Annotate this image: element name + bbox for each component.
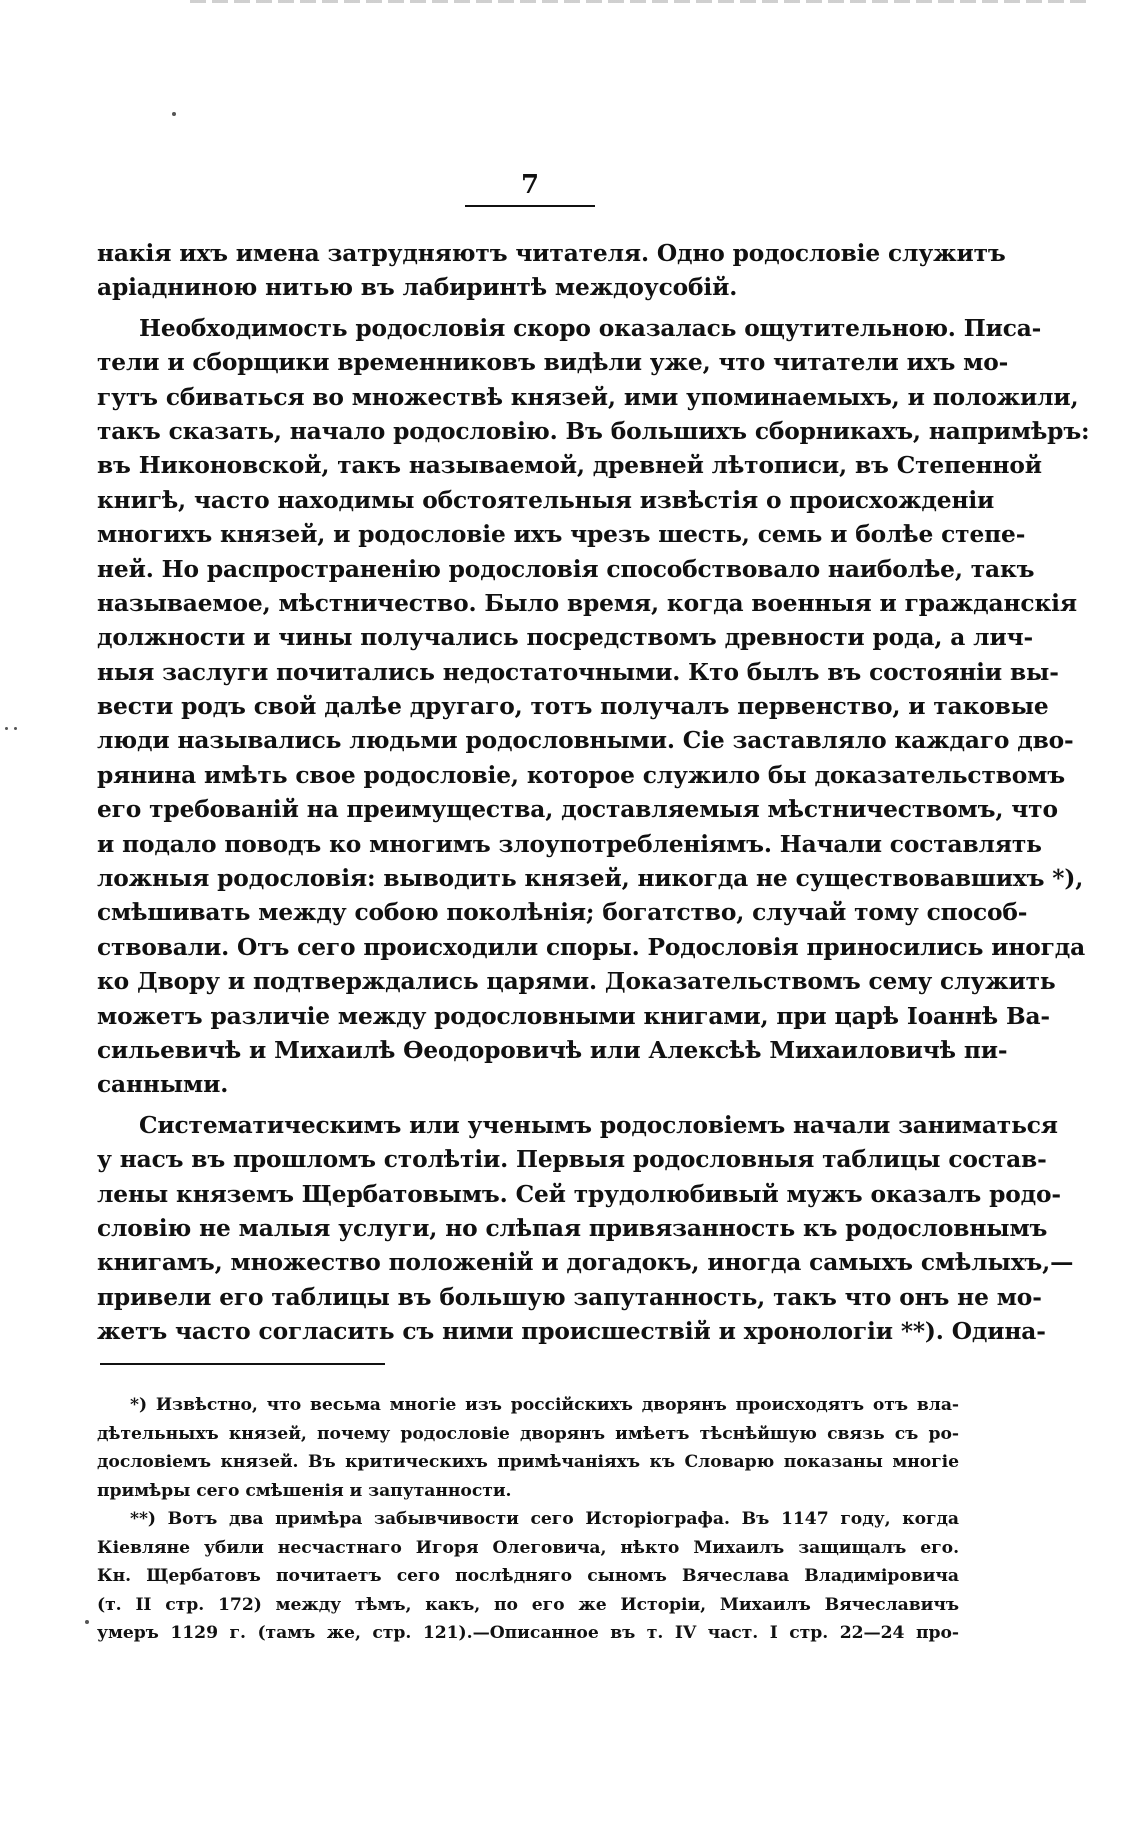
scan-speck <box>85 1620 89 1624</box>
text-line: вести родъ свой далѣе другаго, тотъ получалъ первенство, и таковые <box>97 693 1049 721</box>
text-line: словію не малыя услуги, но слѣпая привязанность къ родословнымъ <box>97 1214 1048 1242</box>
text-line: у насъ въ прошломъ столѣтіи. Первыя родословныя таблицы состав- <box>97 1146 1047 1174</box>
footnote-line: **) Вотъ два примѣра забывчивости сего Исторіографа. Въ 1147 году, когда <box>130 1509 959 1529</box>
text-line: ней. Но распространенію родословія способствовало наиболѣе, такъ <box>97 555 1035 583</box>
text-line: Необходимость родословія скоро оказалась ощутительною. Писа- <box>139 314 1042 342</box>
text-line: книгамъ, множество положеній и догадокъ, иногда самыхъ смѣлыхъ,— <box>97 1249 1074 1277</box>
footnote-line: (т. II стр. 172) между тѣмъ, какъ, по его же Исторіи, Михаилъ Вячеславичъ <box>97 1594 959 1615</box>
text-line: сильевичѣ и Михаилѣ Ѳеодоровичѣ или Алексѣѣ Михаиловичѣ пи- <box>97 1036 1008 1064</box>
text-line: рянина имѣть свое родословіе, которое служило бы доказательствомъ <box>97 761 1065 789</box>
text-line: смѣшивать между собою поколѣнія; богатство, случай тому способ- <box>97 899 1028 927</box>
text-line: накія ихъ имена затрудняютъ читателя. Одно родословіе служитъ <box>97 240 1006 267</box>
text-line: ко Двору и подтверждались царями. Доказательствомъ сему служить <box>97 968 1056 996</box>
text-line: книгѣ, часто находимы обстоятельныя извѣстія о происхожденіи <box>97 486 995 514</box>
scan-speck <box>5 727 8 730</box>
footnote-line: Кіевляне убили несчастнаго Игоря Олеговича, нѣкто Михаилъ защищалъ его. <box>97 1537 959 1558</box>
text-line: ствовали. Отъ сего происходили споры. Родословія приносились иногда <box>97 933 1086 961</box>
footnotes <box>97 1391 959 1648</box>
text-line: называемое, мѣстничество. Было время, когда военныя и гражданскія <box>97 589 1077 617</box>
text-line: такъ сказать, начало родословію. Въ большихъ сборникахъ, напримѣръ: <box>97 417 1090 445</box>
footnote-line: дословіемъ князей. Въ критическихъ примѣчаніяхъ къ Словарю показаны многіе <box>97 1452 959 1472</box>
footnote-line: умеръ 1129 г. (тамъ же, стр. 121).—Описанное въ т. IV част. I стр. 22—24 про- <box>97 1623 959 1643</box>
scan-speck <box>14 727 17 730</box>
text-line: лены княземъ Щербатовымъ. Сей трудолюбивый мужъ оказалъ родо- <box>97 1180 1061 1208</box>
text-line: санными. <box>97 1071 229 1099</box>
scan-top-edge <box>190 0 1090 3</box>
scan-speck <box>172 112 176 116</box>
text-line: ложныя родословія: выводить князей, никогда не существовавшихъ *), <box>97 865 1084 893</box>
text-line: и подало поводъ ко многимъ злоупотребленіямъ. Начали составлять <box>97 830 1042 858</box>
text-line: многихъ князей, и родословіе ихъ чрезъ шесть, семь и болѣе степе- <box>97 521 1026 549</box>
footnote-rule <box>100 1363 385 1365</box>
text-line: можетъ различіе между родословными книгами, при царѣ Іоаннѣ Ва- <box>97 1002 1050 1030</box>
text-line: гутъ сбиваться во множествѣ князей, ими упоминаемыхъ, и положили, <box>97 383 1079 411</box>
main-text <box>97 237 1090 1350</box>
footnote-line: Кн. Щербатовъ почитаетъ сего послѣдняго сыномъ Вячеслава Владиміровича <box>97 1566 959 1586</box>
text-line: въ Никоновской, такъ называемой, древней лѣтописи, въ Степенной <box>97 452 1042 480</box>
page-number-rule <box>465 205 595 207</box>
text-line: аріадниною нитью въ лабиринтѣ междоусобій. <box>97 274 738 302</box>
footnote-line: *) Извѣстно, что весьма многіе изъ россійскихъ дворянъ происходятъ отъ вла- <box>130 1395 959 1415</box>
page-number: 7 <box>520 170 540 200</box>
text-line: тели и сборщики временниковъ видѣли уже, что читатели ихъ мо- <box>97 349 1009 377</box>
footnote-line: дѣтельныхъ князей, почему родословіе дворянъ имѣетъ тѣснѣйшую связь съ ро- <box>97 1423 959 1444</box>
text-line: должности и чины получались посредствомъ древности рода, а лич- <box>97 624 1034 652</box>
text-line: привели его таблицы въ большую запутанность, такъ что онъ не мо- <box>97 1283 1042 1311</box>
text-line: люди назывались людьми родословными. Сіе заставляло каждаго дво- <box>97 727 1074 755</box>
text-line: его требованій на преимущества, доставляемыя мѣстничествомъ, что <box>97 796 1058 824</box>
text-line: Систематическимъ или ученымъ родословіемъ начали заниматься <box>139 1111 1058 1139</box>
footnote-line: примѣры сего смѣшенія и запутанности. <box>97 1480 512 1501</box>
text-line: жетъ часто согласить съ ними происшествій и хронологіи **). Одина- <box>97 1318 1046 1346</box>
text-line: ныя заслуги почитались недостаточными. Кто былъ въ состояніи вы- <box>97 658 1059 686</box>
